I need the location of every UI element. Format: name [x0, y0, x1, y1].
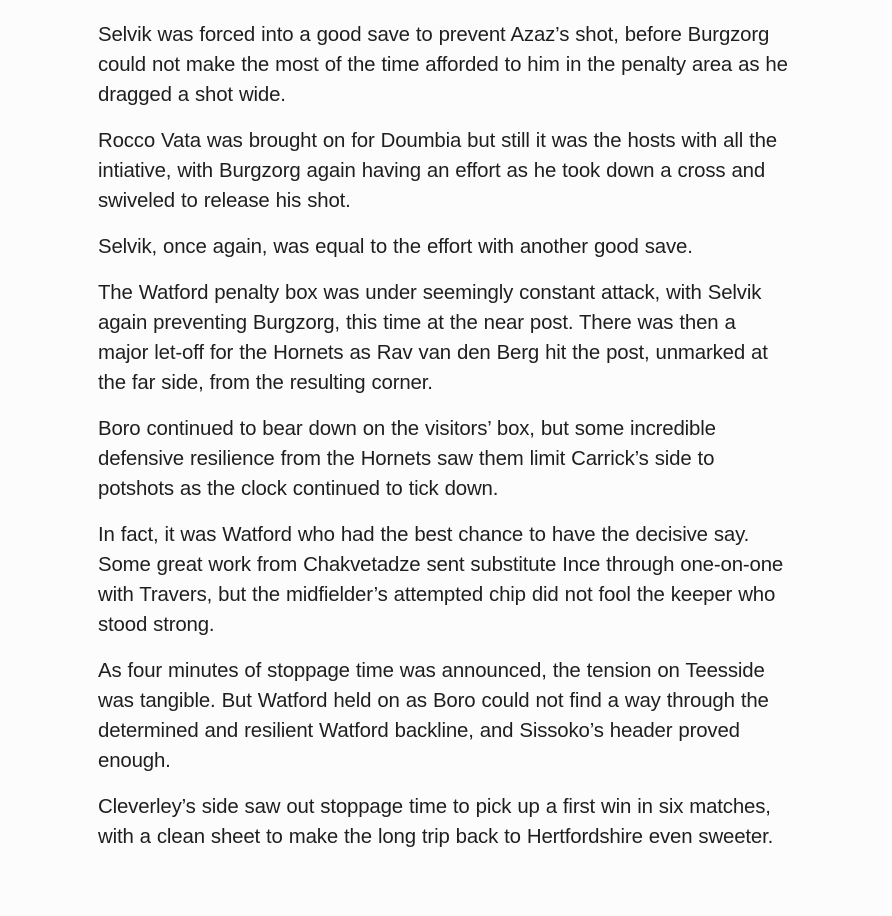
paragraph-first-win: Cleverley’s side saw out stoppage time to pick up a first win in six matches, with a clean sheet to make the long trip back to Hertfordshire even sweeter.: [98, 796, 774, 848]
paragraph-ince-chance: In fact, it was Watford who had the best chance to have the decisive say. Some great work from Chakvetadze sent substitute Ince through one-on-one with Travers, but the midfielder’s attempted chip did not fool the keeper who stood strong.: [98, 524, 784, 636]
paragraph-selvik-second-save: Selvik, once again, was equal to the effort with another good save.: [98, 236, 693, 258]
paragraph-stoppage-time: As four minutes of stoppage time was announced, the tension on Teesside was tangible. But Watford held on as Boro could not find a way through the determined and resilient Watford backline, and Sissoko’s header proved enough.: [98, 660, 769, 772]
paragraph-defensive-resilience: Boro continued to bear down on the visitors’ box, but some incredible defensive resilience from the Hornets saw them limit Carrick’s side to potshots as the clock continued to tick down.: [98, 418, 716, 500]
article-body: [98, 20, 788, 868]
paragraph-vata-substitution: Rocco Vata was brought on for Doumbia but still it was the hosts with all the intiative, with Burgzorg again having an effort as he took down a cross and swiveled to release his shot.: [98, 130, 777, 212]
paragraph-penalty-box-pressure: The Watford penalty box was under seemingly constant attack, with Selvik again preventing Burgzorg, this time at the near post. There was then a major let-off for the Hornets as Rav van den Berg hit the post, unmarked at the far side, from the resulting corner.: [98, 282, 768, 394]
paragraph-selvik-save-azaz: Selvik was forced into a good save to prevent Azaz’s shot, before Burgzorg could not make the most of the time afforded to him in the penalty area as he dragged a shot wide.: [98, 24, 788, 106]
